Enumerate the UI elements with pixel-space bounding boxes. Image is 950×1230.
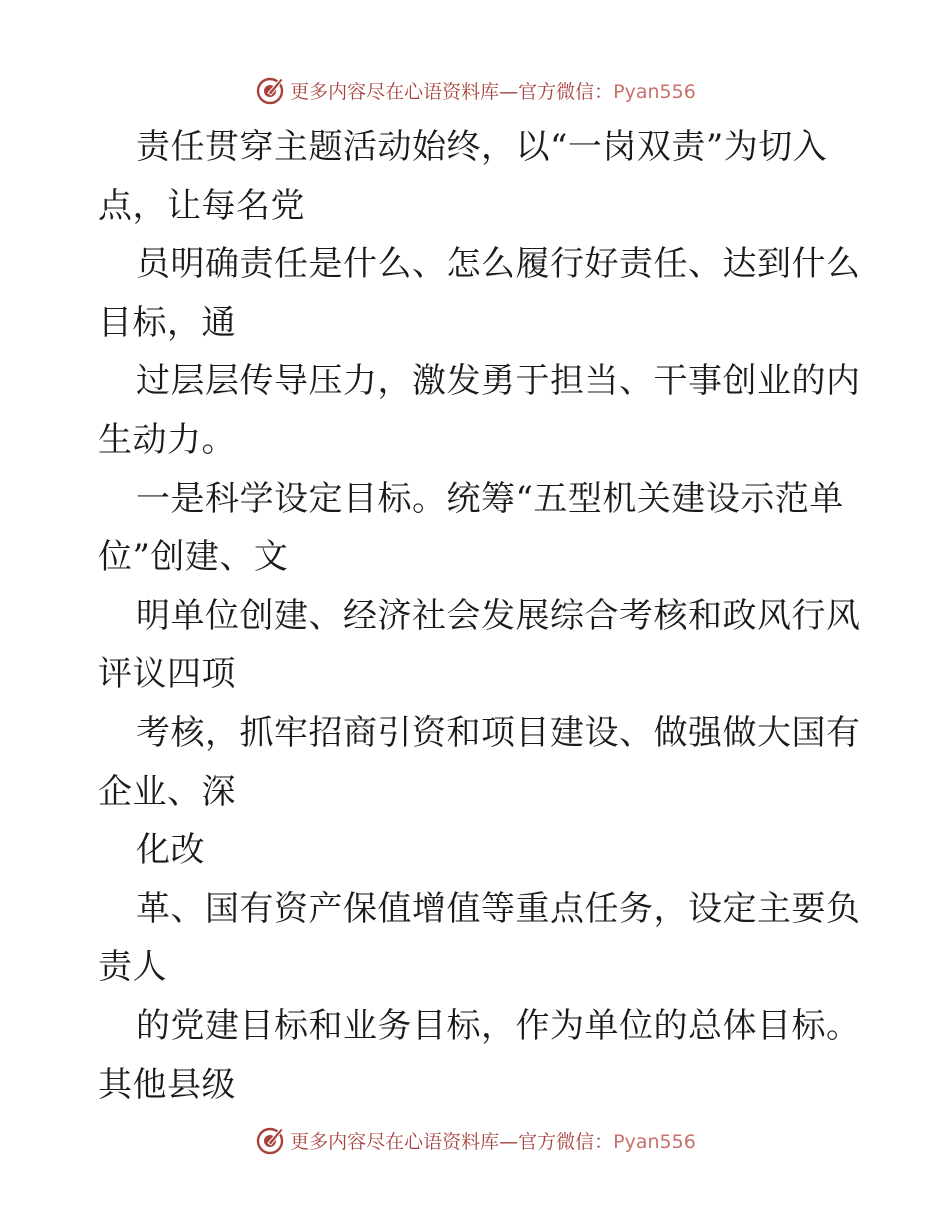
text-line: 员明确责任是什么、怎么履行好责任、达到什么 <box>136 244 861 285</box>
header-watermark <box>0 72 950 108</box>
text-line: 企业、深 <box>98 771 236 812</box>
text-line: 责人 <box>98 947 167 988</box>
text-line: 考核，抓牢招商引资和项目建设、做强做大国有 <box>136 712 861 753</box>
text-line: 革、国有资产保值增值等重点任务，设定主要负 <box>136 888 861 929</box>
text-line: 位”创建、文 <box>98 537 289 578</box>
brand-logo-icon <box>254 1124 286 1156</box>
text-line: 责任贯穿主题活动始终，以“一岗双责”为切入 <box>136 127 828 167</box>
document-body <box>98 118 861 1114</box>
footer-watermark <box>0 1122 950 1158</box>
text-line: 生动力。 <box>98 419 236 460</box>
text-line: 点，让每名党 <box>98 185 305 226</box>
text-line: 一是科学设定目标。统筹“五型机关建设示范单 <box>136 478 844 519</box>
text-line: 目标，通 <box>98 302 236 343</box>
watermark-label: 更多内容尽在心语资料库—官方微信：Pyan556 <box>290 80 696 103</box>
text-line: 化改 <box>136 830 205 871</box>
watermark-label: 更多内容尽在心语资料库—官方微信：Pyan556 <box>290 1130 696 1153</box>
text-line: 其他县级 <box>98 1064 236 1105</box>
text-line: 过层层传导压力，激发勇于担当、干事创业的内 <box>136 361 861 402</box>
text-line: 明单位创建、经济社会发展综合考核和政风行风 <box>136 595 861 636</box>
text-line: 的党建目标和业务目标，作为单位的总体目标。 <box>136 1005 861 1046</box>
brand-logo-icon <box>254 74 286 106</box>
text-line: 评议四项 <box>98 654 236 695</box>
